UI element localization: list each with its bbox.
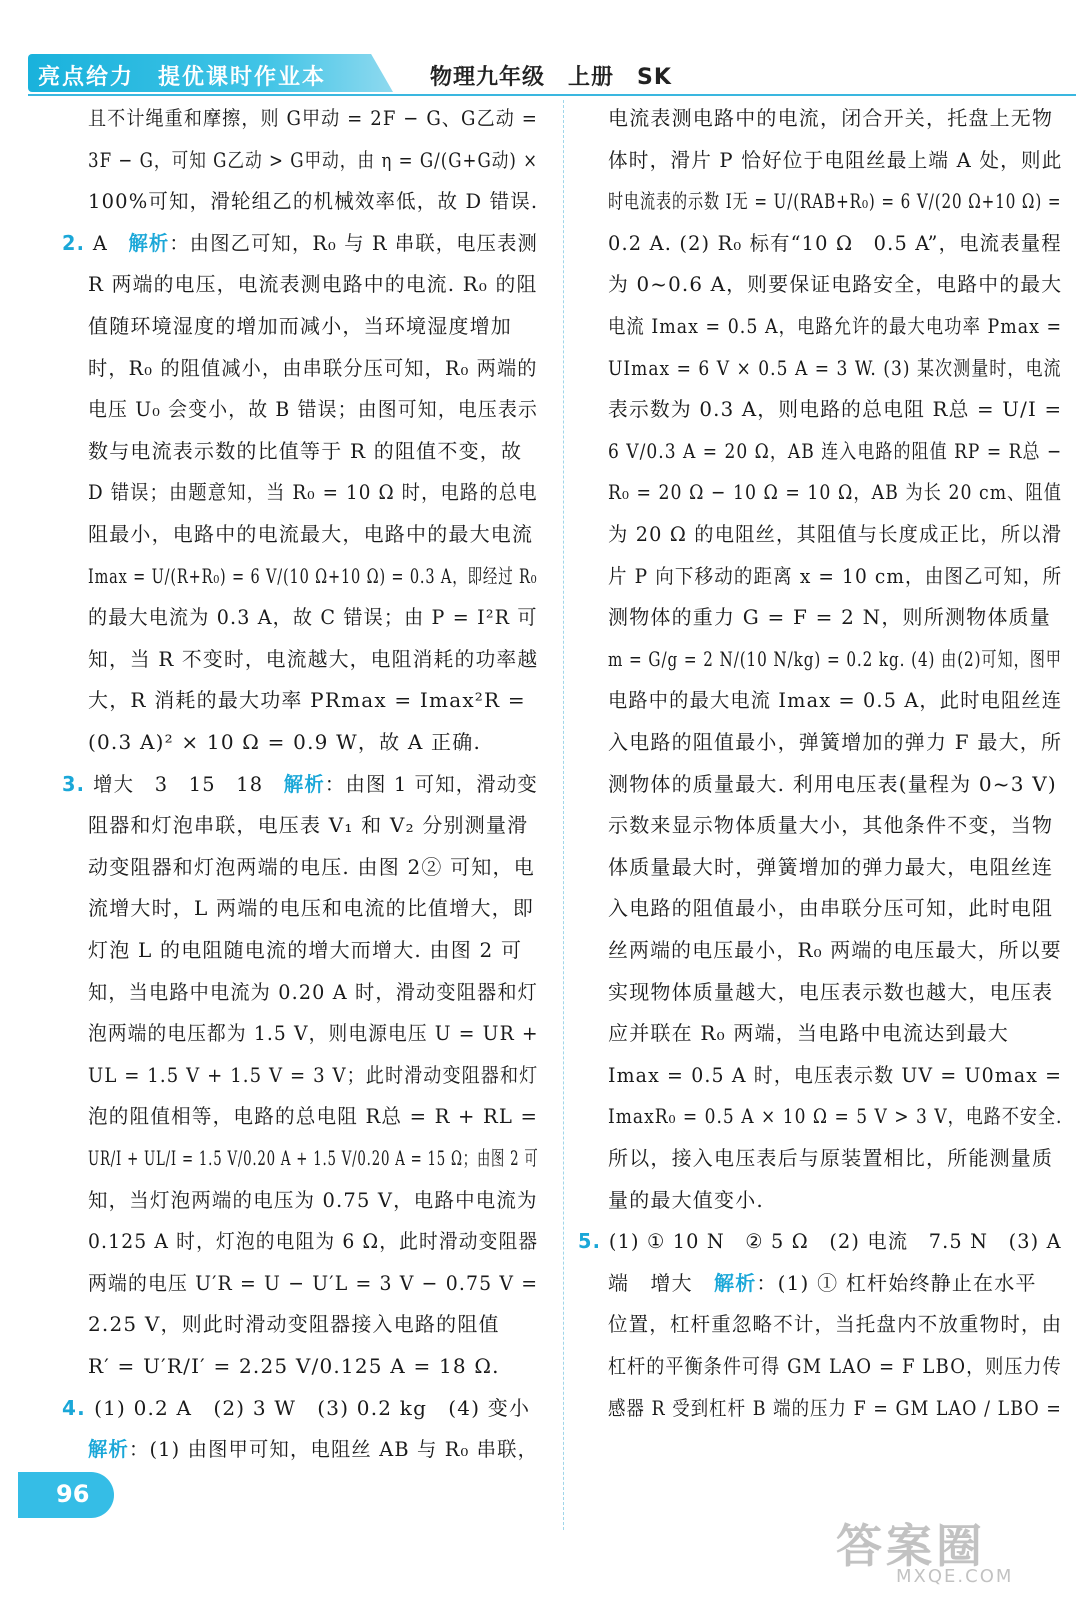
line-text: (0.3 A)² × 10 Ω = 0.9 W，故 A 正确. [88, 730, 482, 754]
left-column-line [88, 1269, 538, 1297]
left-column-line [88, 1019, 539, 1047]
question-number: 3. [62, 771, 94, 796]
right-column-line [608, 853, 1053, 881]
line-text: 阻器和灯泡串联，电压表 V₁ 和 V₂ 分别测量滑 [88, 813, 529, 838]
left-column-line [62, 1394, 530, 1422]
left-column-line [88, 1186, 538, 1214]
left-column-line [88, 1227, 538, 1255]
answer-text: 端 增大 [608, 1270, 714, 1295]
line-text: 0.125 A 时，灯泡的电阻为 6 Ω，此时滑动变阻器 [88, 1229, 539, 1254]
left-column-line [88, 603, 538, 631]
right-column-line [608, 395, 1062, 423]
line-text: 流增大时，L 两端的电压和电流的比值增大，即 [88, 896, 535, 921]
left-column-line [88, 1144, 538, 1172]
line-text: 两端的电压 U′R = U − U′L = 3 V − 0.75 V = [88, 1270, 539, 1295]
line-text: 阻最小，电路中的电流最大，电路中的最大电流 [88, 522, 534, 546]
left-column-line [88, 686, 526, 714]
line-text: 知，当电路中电流为 0.20 A 时，滑动变阻器和灯 [88, 979, 539, 1004]
left-column-line [88, 1061, 538, 1089]
line-text: R₀ = 20 Ω − 10 Ω = 10 Ω，AB 为长 20 cm、阻值 [608, 480, 1063, 505]
line-text: 值随环境湿度的增加而减小，当环境湿度增加 [88, 314, 512, 338]
line-text: 实现物体质量越大，电压表示数也越大，电压表 [608, 979, 1054, 1004]
left-column-line [88, 395, 538, 423]
right-column-line [608, 1310, 1062, 1338]
line-text: 体质量最大时，弹簧增加的弹力最大，电阻丝连 [608, 854, 1054, 879]
line-text: 感器 R 受到杠杆 B 端的压力 F = GM LAO / LBO = [608, 1395, 1062, 1420]
answer-text: 增大 3 15 18 [93, 771, 284, 796]
line-text: 数与电流表示数的比值等于 R 的阻值不变，故 [88, 438, 523, 463]
line-text: 时电流表的示数 I无 = U/(RAB+R₀) = 6 V/(20 Ω+10 Ω) = [608, 189, 1062, 214]
right-column-line [608, 1019, 1009, 1047]
left-column-line [88, 146, 538, 174]
left-column-line [88, 1435, 538, 1463]
right-column-line [608, 1144, 1053, 1172]
line-text: 电路中的最大电流 Imax = 0.5 A，此时电阻丝连 [608, 688, 1063, 713]
line-text: UImax = 6 V × 0.5 A = 3 W. (3) 某次测量时，电流 [608, 355, 1062, 380]
left-column-line [88, 270, 537, 298]
right-column-line [578, 1227, 1062, 1255]
right-column-line [608, 270, 1062, 298]
line-text: UL = 1.5 V + 1.5 V = 3 V；此时滑动变阻器和灯 [88, 1062, 539, 1087]
left-column-line [88, 187, 538, 215]
line-text: 灯泡 L 的电阻随电流的增大而增大. 由图 2 可 [88, 938, 523, 962]
line-text: 量的最大值变小. [608, 1187, 764, 1212]
left-column-line [88, 645, 538, 673]
question-number: 2. [62, 230, 93, 255]
page-header [0, 52, 1076, 96]
line-text: 位置，杠杆重忽略不计，当托盘内不放重物时，由 [608, 1312, 1063, 1337]
left-column-line [88, 312, 512, 340]
left-column-line [88, 520, 533, 548]
line-text: 3F − G，可知 G乙动 > G甲动，由 η = G/(G+G动) × [88, 147, 539, 172]
line-text: 知，当 R 不变时，电流越大，电阻消耗的功率越 [88, 646, 539, 671]
line-text: 杠杆的平衡条件可得 GM LAO = F LBO，则压力传 [608, 1354, 1062, 1378]
right-column-line [608, 645, 1062, 673]
line-text: m = G/g = 2 N/(10 N/kg) = 0.2 kg. (4) 由(2)可知，图甲 [608, 646, 1062, 671]
line-text: 为 20 Ω 的电阻丝，其阻值与长度成正比，所以滑 [608, 522, 1063, 546]
line-text: 为 0~0.6 A，则要保证电路安全，电路中的最大 [608, 272, 1063, 297]
watermark-logo [826, 1510, 1056, 1590]
line-text: 且不计绳重和摩擦，则 G甲动 = 2F − G、G乙动 = [88, 106, 538, 130]
analysis-label: 解析 [283, 771, 325, 796]
page-number: 96 [56, 1480, 90, 1508]
right-column-line [608, 104, 1053, 132]
banner-title-group [38, 60, 326, 91]
right-column-line [608, 894, 1053, 922]
line-text: 动变阻器和灯泡两端的电压. 由图 2② 可知，电 [88, 854, 535, 879]
right-column-line [608, 354, 1062, 382]
left-column-line [62, 229, 538, 257]
left-column-line [88, 478, 538, 506]
right-column-line [608, 1394, 1062, 1422]
line-text: UR/I + UL/I = 1.5 V/0.20 A + 1.5 V/0.20 A = 15 Ω；由图 2 可 [88, 1146, 539, 1170]
left-column-line [88, 978, 538, 1006]
line-text: 表示数为 0.3 A，则电路的总电阻 R总 = U/I = [608, 397, 1063, 422]
left-column-line [62, 770, 538, 798]
line-text: ：(1) ① 杠杆始终静止在水平 [756, 1270, 1037, 1295]
right-column-line [608, 811, 1053, 839]
line-text: 测物体的质量最大. 利用电压表(量程为 0~3 V) [608, 771, 1057, 796]
line-text: 入电路的阻值最小，弹簧增加的弹力 F 最大，所 [608, 730, 1063, 754]
line-text: 片 P 向下移动的距离 x = 10 cm，由图乙可知，所 [608, 563, 1063, 588]
right-column-line [608, 187, 1061, 215]
left-column-line [88, 1102, 538, 1130]
line-text: 大，R 消耗的最大功率 PRmax = Imax²R = [88, 688, 526, 713]
line-text: 所以，接入电压表后与原装置相比，所能测量质 [608, 1146, 1054, 1170]
right-column-line [608, 686, 1062, 714]
line-text: 6 V/0.3 A = 20 Ω，AB 连入电路的阻值 RP = R总 − [608, 438, 1063, 463]
right-column-line [608, 520, 1062, 548]
right-column-line [608, 770, 1057, 798]
left-column-line [88, 354, 538, 382]
line-text: (1) 0.2 A (2) 3 W (3) 0.2 kg (4) 变小 [94, 1395, 531, 1420]
line-text: 电流表测电路中的电流，闭合开关，托盘上无物 [608, 106, 1054, 130]
left-column-line [88, 1352, 500, 1380]
right-column-line [608, 728, 1062, 756]
line-text: ：由图 1 可知，滑动变 [324, 771, 538, 796]
header-rule [28, 94, 1076, 96]
line-text: 泡的阻值相等，电路的总电阻 R总 = R + RL = [88, 1104, 539, 1129]
left-column-line [88, 811, 528, 839]
right-column-line [608, 978, 1053, 1006]
right-column-line [608, 229, 1062, 257]
line-text: 丝两端的电压最小，R₀ 两端的电压最大，所以要 [608, 938, 1062, 962]
line-text: 的最大电流为 0.3 A，故 C 错误；由 P = I²R 可 [88, 605, 538, 630]
right-column-line [608, 312, 1062, 340]
left-column-line [88, 894, 534, 922]
line-text: 时，R₀ 的阻值减小，由串联分压可知，R₀ 两端的 [88, 355, 538, 380]
line-text: D 错误；由题意知，当 R₀ = 10 Ω 时，电路的总电 [88, 480, 538, 505]
left-column-line [88, 104, 538, 132]
line-text: 知，当灯泡两端的电压为 0.75 V，电路中电流为 [88, 1187, 538, 1212]
answer-text: A [92, 230, 129, 255]
column-divider [563, 100, 564, 1530]
analysis-label: 解析 [128, 230, 170, 255]
left-column-line [88, 1310, 500, 1338]
question-number: 4. [62, 1395, 95, 1420]
right-column-line [608, 1061, 1062, 1089]
line-text: 体时，滑片 P 恰好位于电阻丝最上端 A 处，则此 [608, 147, 1063, 172]
analysis-label: 解析 [714, 1270, 757, 1295]
question-number: 5. [578, 1229, 609, 1254]
right-column-line [608, 1186, 764, 1214]
line-text: 示数来显示物体质量大小，其他条件不变，当物 [608, 813, 1054, 838]
right-column-line [608, 1352, 1062, 1380]
line-text: 电压 U₀ 会变小，故 B 错误；由图可知，电压表示 [88, 397, 539, 422]
left-column-line [88, 728, 481, 756]
line-text: 测物体的重力 G = F = 2 N，则所测物体质量 [608, 605, 1051, 630]
line-text: ：(1) 由图甲可知，电阻丝 AB 与 R₀ 串联， [128, 1437, 539, 1462]
left-column-line [88, 562, 537, 590]
right-column-line [608, 562, 1062, 590]
line-text: (1) ① 10 N ② 5 Ω (2) 电流 7.5 N (3) A [608, 1229, 1062, 1254]
line-text: 入电路的阻值最小，由串联分压可知，此时电阻 [608, 896, 1054, 921]
page-number-tab [18, 1472, 114, 1518]
watermark-url: MXQE.COM [896, 1566, 1014, 1587]
line-text: R′ = U′R/I′ = 2.25 V/0.125 A = 18 Ω. [88, 1354, 500, 1378]
line-text: R 两端的电压，电流表测电路中的电流. R₀ 的阻 [88, 272, 538, 297]
right-column-line [608, 437, 1062, 465]
line-text: 应并联在 R₀ 两端，当电路中电流达到最大 [608, 1021, 1009, 1046]
left-column-line [88, 936, 522, 964]
line-text: 0.2 A. (2) R₀ 标有“10 Ω 0.5 A”，电流表量程 [608, 230, 1062, 255]
watermark-text: 答案圈 [836, 1519, 986, 1573]
line-text: Imax = 0.5 A 时，电压表示数 UV = U0max = [608, 1062, 1063, 1087]
left-column-line [88, 437, 522, 465]
right-column-line [608, 478, 1062, 506]
right-column-line [608, 936, 1062, 964]
banner-title: 亮点给力 [38, 65, 135, 90]
right-column-line [608, 146, 1063, 174]
analysis-label: 解析 [88, 1437, 129, 1462]
right-column-line [608, 1269, 1037, 1297]
line-text: 2.25 V，则此时滑动变阻器接入电路的阻值 [88, 1312, 500, 1337]
line-text: 泡两端的电压都为 1.5 V，则电源电压 U = UR + [88, 1021, 539, 1046]
line-text: 100%可知，滑轮组乙的机械效率低，故 D 错误. [88, 189, 539, 214]
right-column-line [608, 603, 1051, 631]
right-column-line [608, 1102, 1063, 1130]
book-info: 物理九年级 上册 SK [430, 65, 672, 90]
line-text: ImaxR₀ = 0.5 A × 10 Ω = 5 V > 3 V，电路不安全. [608, 1104, 1063, 1129]
left-column-line [88, 853, 535, 881]
line-text: 电流 Imax = 0.5 A，电路允许的最大电功率 Pmax = [608, 314, 1063, 338]
line-text: Imax = U/(R+R₀) = 6 V/(10 Ω+10 Ω) = 0.3 A，即经过 R₀ [88, 563, 538, 588]
line-text: ：由图乙可知，R₀ 与 R 串联，电压表测 [169, 230, 538, 255]
banner-subtitle: 提优课时作业本 [158, 65, 327, 90]
